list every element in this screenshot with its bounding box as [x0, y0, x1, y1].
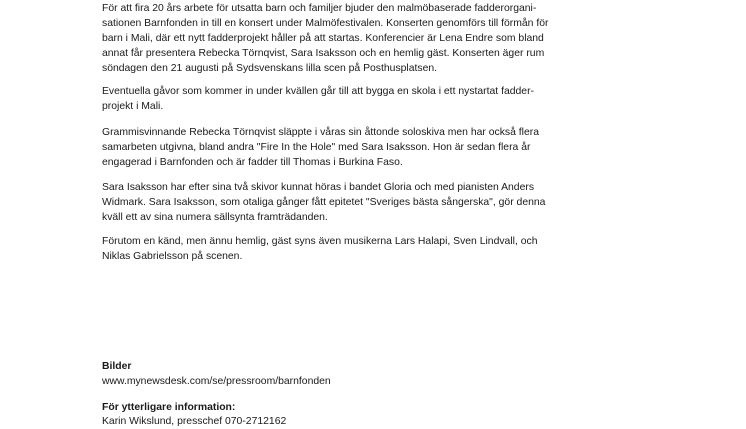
contact-line: Karin Wikslund, presschef 070-2712162 [102, 416, 287, 427]
text-line: sationen Barnfonden in till en konsert under Malmöfestivalen. Konserten genomförs till förmån för [102, 18, 549, 30]
text-line: Widmark. Sara Isaksson, som otaliga gånger fått epitetet "Sveriges bästa sångerska", gör denna [102, 197, 546, 209]
paragraph-rebecka [102, 125, 539, 170]
text-line: kväll ett av sina numera sällsynta framträdanden. [102, 212, 328, 224]
text-line: söndagen den 21 augusti på Sydsvenskans lilla scen på Posthusplatsen. [102, 63, 438, 75]
paragraph-intro [102, 1, 548, 76]
text-line: Eventuella gåvor som kommer in under kvällen går till att bygga en skola i ett nystartat fadder- [102, 86, 535, 97]
text-line: samarbeten utgivna, bland andra "Fire In the Hole" med Sara Isaksson. Hon är sedan flera år [102, 142, 531, 154]
bilder-link[interactable]: www.mynewsdesk.com/se/pressroom/barnfonden [102, 376, 331, 387]
paragraph-musicians [102, 234, 537, 264]
text-line: barn i Mali, där ett nytt fadderprojekt håller på att startas. Konferencier är Lena Endre som bland [102, 33, 544, 45]
bilder-heading: Bilder [102, 361, 132, 372]
text-line: För att fira 20 års arbete för utsatta barn och familjer bjuder den malmöbaserade fadderorgani- [102, 3, 537, 14]
info-heading: För ytterligare information: [102, 402, 236, 413]
paragraph-sara [102, 180, 545, 225]
press-release-page [102, 0, 662, 427]
text-line: Niklas Gabrielsson på scenen. [102, 251, 243, 263]
text-line: Grammisvinnande Rebecka Törnqvist släppte i våras sin åttonde soloskiva men har också flera [102, 127, 540, 138]
paragraph-donations [102, 84, 534, 114]
text-line: projekt i Mali. [102, 101, 164, 113]
text-line: Sara Isaksson har efter sina två skivor kunnat höras i bandet Gloria och med pianisten Anders [102, 182, 535, 193]
text-line: annat får presentera Rebecka Törnqvist, Sara Isaksson och en hemlig gäst. Konserten äger rum [102, 48, 545, 60]
text-line: Förutom en känd, men ännu hemlig, gäst syns även musikerna Lars Halapi, Sven Lindvall, och [102, 236, 538, 247]
text-line: engagerad i Barnfonden och är fadder till Thomas i Burkina Faso. [102, 157, 403, 169]
